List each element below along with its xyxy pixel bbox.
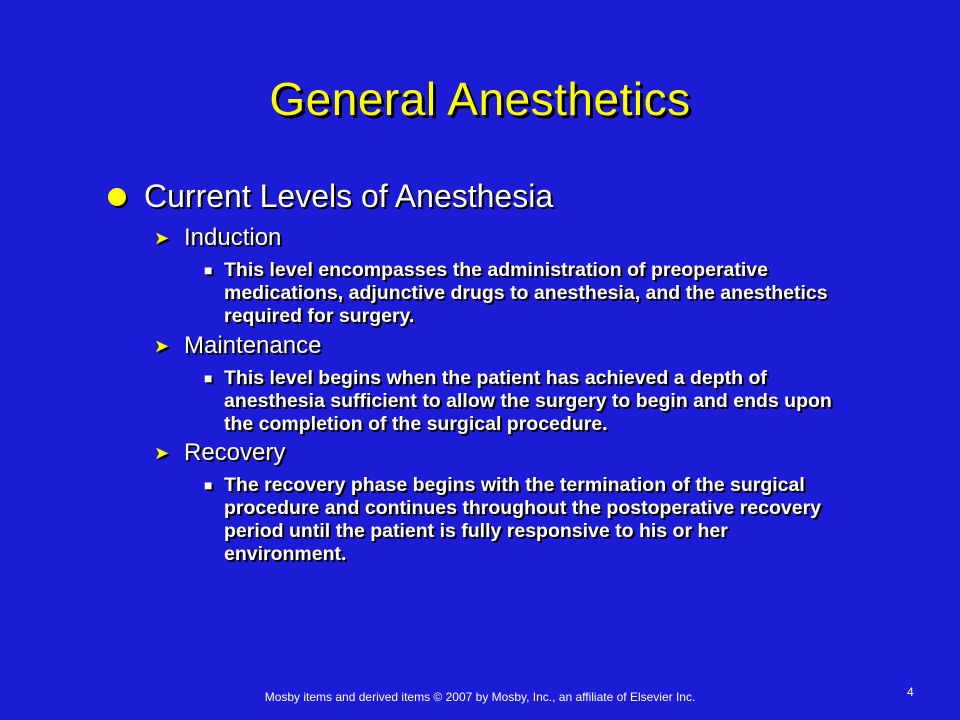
square-bullet-icon: ■ (204, 477, 213, 493)
sub-bullet-label: Recovery (184, 439, 286, 466)
arrow-bullet-icon: ➤ (154, 442, 170, 463)
sub-bullet-recovery (154, 439, 285, 467)
sub-bullet-induction (154, 224, 281, 252)
page-number: 4 (907, 685, 914, 699)
detail-recovery (204, 474, 844, 566)
detail-induction (204, 259, 844, 328)
detail-maintenance (204, 367, 844, 436)
slide-title: General Anesthetics (269, 73, 691, 125)
square-bullet-icon: ■ (204, 370, 213, 386)
sub-bullet-label: Maintenance (184, 332, 322, 359)
sub-bullet-maintenance (154, 332, 321, 360)
arrow-bullet-icon: ➤ (154, 335, 170, 356)
arrow-bullet-icon: ➤ (154, 227, 170, 248)
sub-bullet-label: Induction (184, 224, 282, 251)
copyright-footer: Mosby items and derived items © 2007 by Mosby, Inc., an affiliate of Elsevier Inc. (264, 690, 696, 704)
square-bullet-icon: ■ (204, 262, 213, 278)
detail-text: This level begins when the patient has achieved a depth of anesthesia sufficient to allow the surgery to begin and ends upon the completion of the surgical procedure. (224, 367, 832, 435)
round-bullet-icon (108, 188, 126, 206)
detail-text: This level encompasses the administration of preoperative medications, adjunctive drugs to anesthesia, and the anesthetics required for surgery. (224, 259, 828, 327)
main-bullet (108, 178, 553, 215)
main-bullet-text: Current Levels of Anesthesia (144, 178, 554, 214)
detail-text: The recovery phase begins with the termination of the surgical procedure and continues throughout the postoperative recovery period until the patient is fully responsive to his or her environment. (224, 474, 822, 565)
